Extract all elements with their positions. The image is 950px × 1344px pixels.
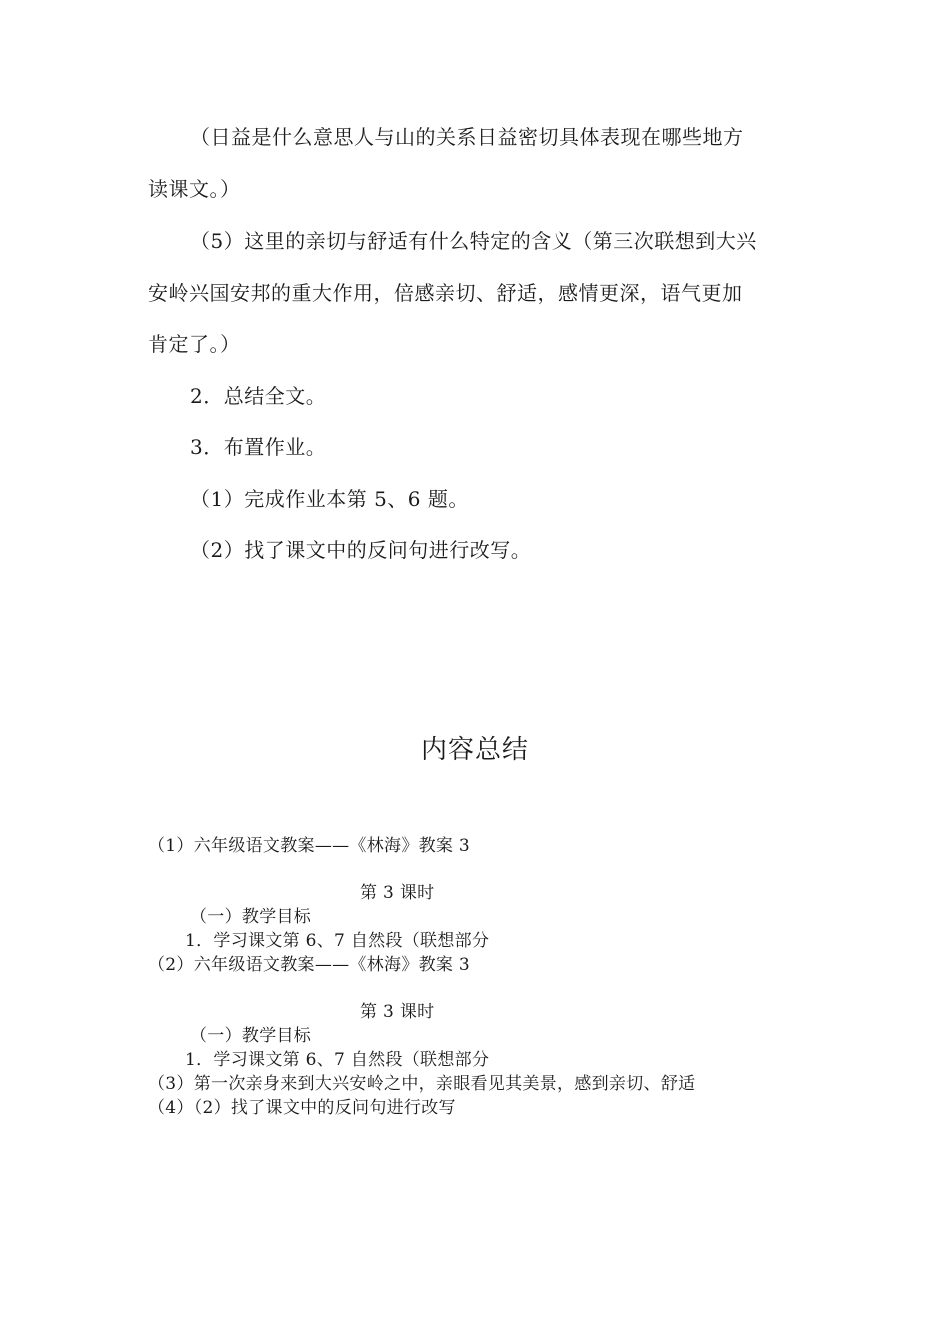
summary-goal: （一）教学目标: [190, 1026, 312, 1046]
list-item: （1）完成作业本第 5、6 题。: [190, 487, 469, 511]
summary-entry-title: （2）六年级语文教案——《林海》教案 3: [148, 955, 471, 975]
summary-entry: （4）（2）找了课文中的反问句进行改写: [148, 1098, 456, 1118]
list-item: 3．布置作业。: [190, 435, 327, 459]
summary-heading: 内容总结: [420, 735, 529, 765]
summary-entry-title: （1）六年级语文教案——《林海》教案 3: [148, 836, 471, 856]
summary-lesson-label: 第 3 课时: [360, 1002, 435, 1022]
paragraph-line: （5）这里的亲切与舒适有什么特定的含义（第三次联想到大兴: [190, 229, 757, 253]
list-item: （2）找了课文中的反问句进行改写。: [190, 538, 532, 562]
summary-lesson-label: 第 3 课时: [360, 883, 435, 903]
paragraph-line: 读课文。）: [148, 177, 241, 201]
summary-entry: （3）第一次亲身来到大兴安岭之中，亲眼看见其美景，感到亲切、舒适: [148, 1074, 696, 1094]
list-item: 2．总结全文。: [190, 384, 327, 408]
paragraph-line: 安岭兴国安邦的重大作用，倍感亲切、舒适，感情更深，语气更加: [148, 281, 743, 305]
summary-point: 1．学习课文第 6、7 自然段（联想部分: [185, 1050, 490, 1070]
summary-point: 1．学习课文第 6、7 自然段（联想部分: [185, 931, 490, 951]
paragraph-line: （日益是什么意思人与山的关系日益密切具体表现在哪些地方: [190, 125, 744, 149]
paragraph-line: 肯定了。）: [148, 332, 241, 356]
summary-goal: （一）教学目标: [190, 907, 312, 927]
